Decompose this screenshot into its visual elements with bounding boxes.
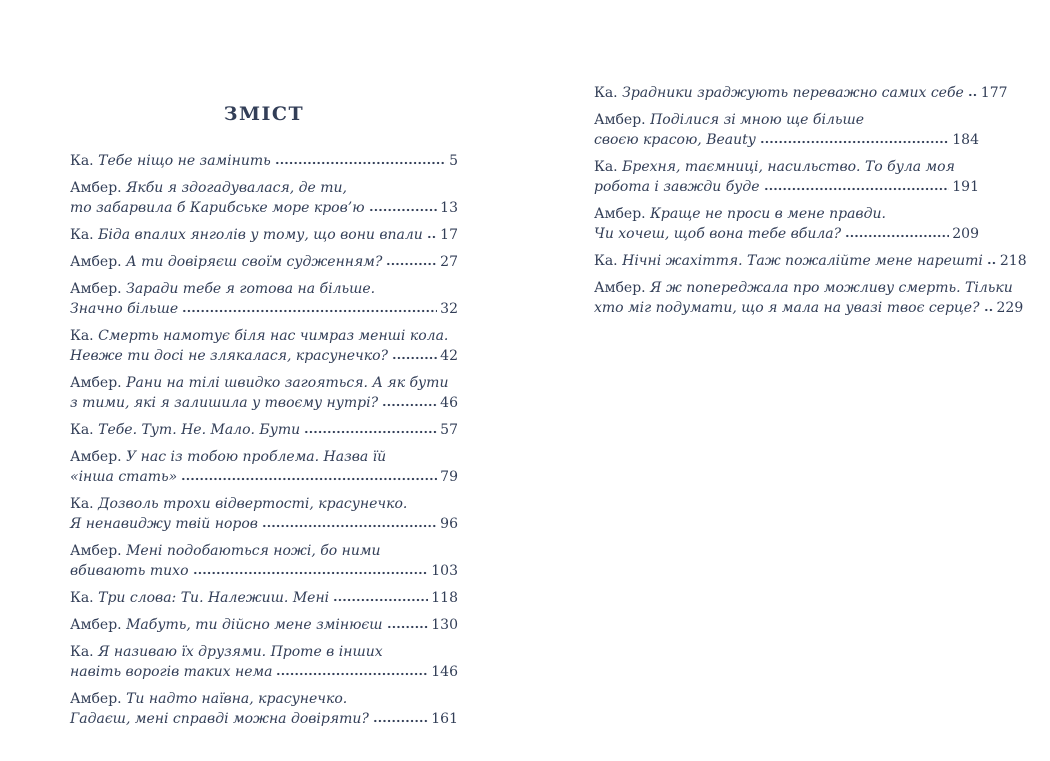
toc-entry-line (70, 373, 458, 393)
toc-entry-title-text: «інша стать» (70, 469, 178, 485)
dot-leader (764, 187, 950, 191)
toc-entry-speaker: Ка. (70, 227, 94, 243)
toc-entry-line (70, 279, 458, 299)
toc-entry-line (70, 252, 458, 272)
toc-entry (70, 689, 458, 729)
toc-entry (70, 279, 458, 319)
toc-entry-title-text: хто міг подумати, що я мала на увазі твоє серце? (594, 300, 980, 316)
dot-leader (182, 309, 437, 313)
dot-leader (984, 308, 994, 312)
toc-entry-line (594, 251, 1027, 271)
dot-leader (845, 234, 949, 238)
toc-entry-page-number: 191 (952, 179, 979, 195)
toc-entry-line (594, 83, 1008, 103)
toc-entry-line (594, 298, 1024, 318)
toc-entry-line (70, 151, 458, 171)
toc-entry-line (70, 420, 458, 440)
toc-entry (70, 225, 458, 245)
toc-entry (70, 151, 458, 171)
toc-entry-page-number: 161 (431, 711, 458, 727)
toc-entry-line (70, 494, 458, 514)
toc-entry-line (70, 178, 458, 198)
dot-leader (262, 524, 437, 528)
toc-entry-title-text: А ти довіряєш своїм судженням? (126, 254, 383, 270)
toc-entry-title-text: Три слова: Ти. Належиш. Мені (98, 590, 330, 606)
toc-entry (594, 83, 1008, 103)
toc-entry-page-number: 146 (431, 664, 458, 680)
toc-entry-line (70, 588, 458, 608)
toc-entry-title-text: навіть ворогів таких нема (70, 664, 273, 680)
toc-entry-page-number: 27 (440, 254, 458, 270)
toc-entry-speaker: Амбер. (70, 691, 122, 707)
toc-entry-speaker: Амбер. (70, 449, 122, 465)
toc-entry-title-text: Значно більше (70, 301, 179, 317)
toc-entry-title-text: Поділися зі мною ще більше (650, 112, 865, 128)
toc-entry-line (594, 204, 979, 224)
toc-entry-page-number: 46 (440, 395, 458, 411)
toc-entry-title-text: Мені подобаються ножі, бо ними (126, 543, 381, 559)
dot-leader (333, 598, 428, 602)
dot-leader (181, 477, 437, 481)
dot-leader (386, 262, 437, 266)
dot-leader (304, 430, 437, 434)
toc-entry-page-number: 96 (440, 516, 458, 532)
toc-entry (594, 157, 979, 197)
toc-entry-line (70, 299, 458, 319)
toc-entry-title-text: Я ненавиджу твій норов (70, 516, 258, 532)
toc-entry-title-text: Чи хочеш, щоб вона тебе вбила? (594, 226, 842, 242)
dot-leader (968, 93, 978, 97)
toc-entry-speaker: Ка. (594, 253, 618, 269)
toc-entry-line (594, 130, 979, 150)
toc-entry-speaker: Амбер. (70, 543, 122, 559)
toc-entry-line (70, 447, 458, 467)
toc-entry-title-text: то забарвила б Карибське море кров’ю (70, 200, 365, 216)
toc-entry-title-text: Заради тебе я готова на більше. (126, 281, 376, 297)
toc-entry-line (70, 615, 458, 635)
toc-entry-line (70, 514, 458, 534)
dot-leader (760, 140, 950, 144)
toc-entry (70, 178, 458, 218)
toc-entry-page-number: 209 (952, 226, 979, 242)
toc-entry-speaker: Амбер. (70, 254, 122, 270)
toc-entry-title-text: Тебе. Тут. Не. Мало. Бути (98, 422, 301, 438)
toc-entry-line (70, 225, 458, 245)
toc-entry-line (70, 198, 458, 218)
toc-entry-page-number: 57 (440, 422, 458, 438)
toc-entry-title-text: Тебе ніщо не замінить (98, 153, 271, 169)
toc-entry-line (594, 157, 979, 177)
toc-entry-page-number: 184 (952, 132, 979, 148)
toc-entry-page-number: 17 (440, 227, 458, 243)
toc-entry-page-number: 5 (449, 153, 458, 169)
toc-entry-title-text: У нас із тобою проблема. Назва їй (126, 449, 387, 465)
toc-entry (70, 615, 458, 635)
toc-entry-speaker: Амбер. (70, 375, 122, 391)
toc-entry-page-number: 177 (980, 85, 1008, 101)
toc-entry-title-text: Я називаю їх друзями. Проте в інших (98, 644, 383, 660)
toc-entry-page-number: 32 (440, 301, 458, 317)
toc-entry-line (70, 561, 458, 581)
toc-entry-title-text: Нічні жахіття. Таж пожалійте мене нарешті (622, 253, 983, 269)
toc-entry-line (70, 642, 458, 662)
toc-entry-title-text: своєю красою, Beauty (594, 132, 756, 148)
toc-entry-title-text: робота і завжди буде (594, 179, 760, 195)
toc-entry-page-number: 218 (999, 253, 1027, 269)
dot-leader (987, 261, 997, 265)
toc-entry (70, 541, 458, 581)
toc-entry-page-number: 229 (996, 300, 1024, 316)
toc-entries-right (594, 83, 1027, 318)
toc-entry-speaker: Ка. (70, 496, 94, 512)
toc-entry-line (594, 177, 979, 197)
toc-entry-line (70, 393, 458, 413)
toc-entry (70, 373, 458, 413)
toc-entry (70, 326, 458, 366)
toc-right-column (594, 83, 1027, 325)
dot-leader (373, 719, 428, 723)
toc-entry-speaker: Ка. (70, 422, 94, 438)
toc-entry-title-text: Невже ти досі не злякалася, красунечко? (70, 348, 389, 364)
toc-entry-title-text: Гадаєш, мені справді можна довіряти? (70, 711, 369, 727)
toc-entry-speaker: Амбер. (594, 112, 646, 128)
toc-entry-title-text: Смерть намотує біля нас чимраз менші кола. (98, 328, 449, 344)
toc-entry-line (70, 467, 458, 487)
dot-leader (369, 208, 438, 212)
toc-entry-speaker: Амбер. (594, 206, 646, 222)
toc-entry-speaker: Амбер. (594, 280, 646, 296)
dot-leader (275, 161, 446, 165)
toc-entry-line (70, 662, 458, 682)
toc-entry-speaker: Ка. (70, 328, 94, 344)
toc-entry-speaker: Ка. (594, 85, 618, 101)
toc-entry-speaker: Ка. (594, 159, 618, 175)
dot-leader (193, 571, 429, 575)
toc-entry-title-text: вбивають тихо (70, 563, 189, 579)
dot-leader (382, 403, 437, 407)
toc-left-column (70, 101, 458, 736)
toc-entry (70, 588, 458, 608)
toc-entry (70, 447, 458, 487)
dot-leader (276, 672, 428, 676)
toc-entry-line (70, 709, 458, 729)
dot-leader (387, 625, 429, 629)
toc-entry-speaker: Ка. (70, 644, 94, 660)
toc-entry-title-text: Рани на тілі швидко загояться. А як бути (126, 375, 449, 391)
toc-entry (594, 278, 1024, 318)
toc-entry-title-text: з тими, які я залишила у твоєму нутрі? (70, 395, 379, 411)
toc-title: ЗМІСТ (223, 103, 305, 125)
toc-entry (594, 110, 979, 150)
toc-entry-title-text: Дозволь трохи відвертості, красунечко. (98, 496, 408, 512)
toc-entry (594, 204, 979, 244)
toc-entry-title-text: Я ж попереджала про можливу смерть. Тільки (650, 280, 1013, 296)
toc-entry-speaker: Ка. (70, 590, 94, 606)
toc-entry-title-text: Ти надто наївна, красунечко. (126, 691, 348, 707)
toc-entry-page-number: 79 (440, 469, 458, 485)
toc-entry-page-number: 118 (431, 590, 458, 606)
toc-entry-line (594, 110, 979, 130)
toc-entry-title-text: Біда впалих янголів у тому, що вони впали (98, 227, 423, 243)
toc-entry (70, 642, 458, 682)
toc-entry (70, 420, 458, 440)
toc-entry-line (70, 346, 458, 366)
toc-entry-title-text: Краще не проси в мене правди. (650, 206, 886, 222)
toc-entry-line (594, 224, 979, 244)
toc-entry-title-text: Брехня, таємниці, насильство. То була моя (622, 159, 955, 175)
toc-entry-page-number: 130 (431, 617, 458, 633)
toc-entry-line (70, 689, 458, 709)
toc-entry-speaker: Амбер. (70, 617, 122, 633)
toc-entry (594, 251, 1027, 271)
toc-entry-line (70, 326, 458, 346)
toc-entries-left (70, 151, 458, 729)
toc-entry-speaker: Амбер. (70, 180, 122, 196)
toc-entry-title-text: Якби я здогадувалася, де ти, (126, 180, 347, 196)
dot-leader (392, 356, 437, 360)
toc-entry-title-text: Зрадники зраджують переважно самих себе (622, 85, 964, 101)
toc-entry-page-number: 42 (440, 348, 458, 364)
dot-leader (427, 235, 437, 239)
toc-entry-title-text: Мабуть, ти дійсно мене змінюєш (126, 617, 383, 633)
toc-entry (70, 494, 458, 534)
toc-entry-speaker: Ка. (70, 153, 94, 169)
toc-entry-line (70, 541, 458, 561)
toc-entry (70, 252, 458, 272)
toc-entry-page-number: 103 (431, 563, 458, 579)
toc-entry-page-number: 13 (440, 200, 458, 216)
toc-entry-speaker: Амбер. (70, 281, 122, 297)
toc-entry-line (594, 278, 1013, 298)
